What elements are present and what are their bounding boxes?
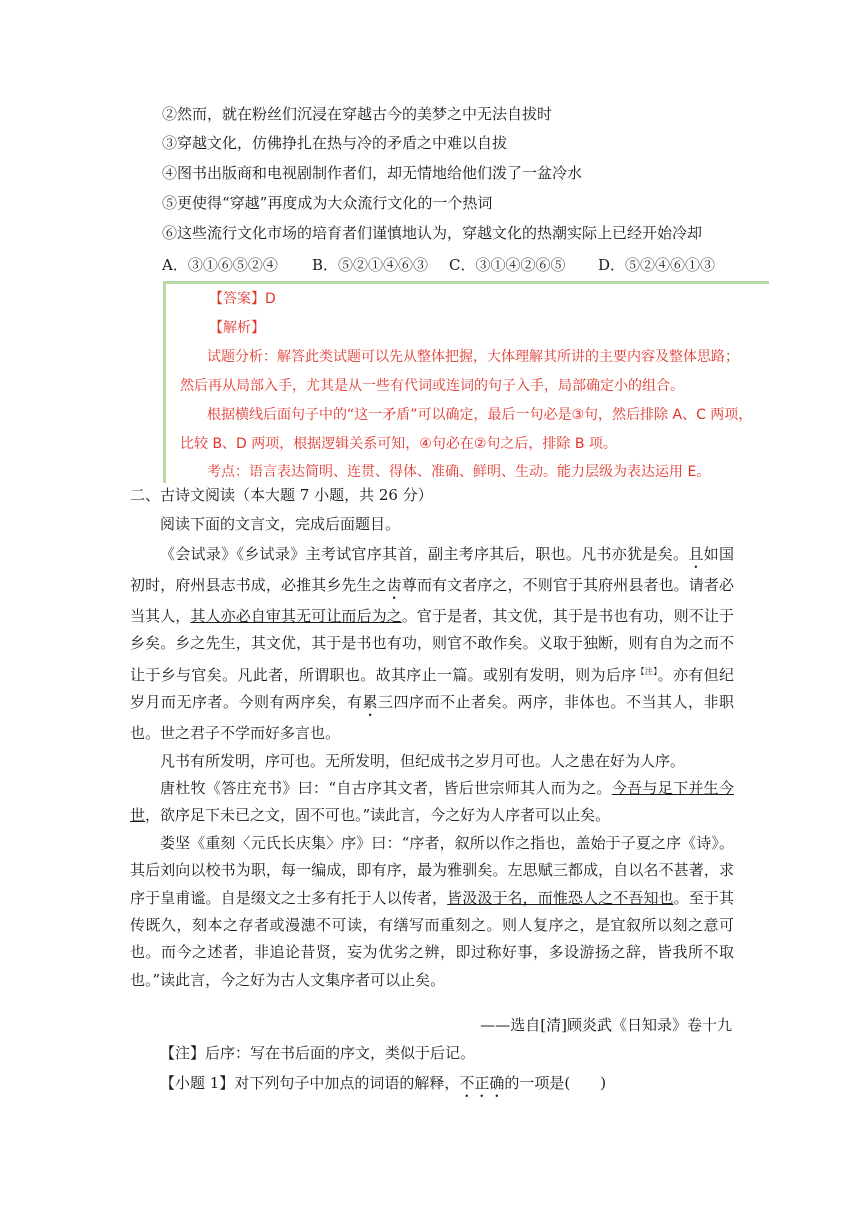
item-2: ②然而，就在粉丝们沉浸在穿越古今的美梦之中无法自拔时 — [162, 105, 553, 123]
item-6: ⑥这些流行文化市场的培育者们谨慎地认为，穿越文化的热潮实际上已经开始冷却 — [162, 224, 703, 242]
item-5: ⑤更使得“穿越”再度成为大众流行文化的一个热词 — [162, 194, 493, 212]
option-d: D．⑤②④⑥①③ — [598, 256, 716, 274]
analysis-line-3: 根据横线后面句子中的“这一矛盾”可以确定，最后一句必是③句，然后排除 A、C 两项， — [207, 407, 753, 423]
dotted-word-qie: 且 — [688, 545, 704, 563]
underlined-sentence-2: 今吾与足下并生今世 — [130, 779, 734, 825]
question-1: 【小题 1】对下列句子中加点的词语的解释，不正确的一项是( ) — [160, 1074, 607, 1092]
footnote: 【注】后序：写在书后面的序文，类似于后记。 — [160, 1044, 476, 1062]
item-4: ④图书出版商和电视剧制作者们，却无情地给他们泼了一盆冷水 — [162, 164, 583, 182]
passage-paragraph-1: 《会试录》《乡试录》主考试官序其首，副主考序其后，职也。凡书亦犹是矣。且如国初时，府州县志书成，必推其乡先生之齿尊而有文者序之，不则官于其府州县者也。请者必当其人，其人亦必自审其无可让而后为之。官于是者，其文优，其于是书也有功，则不让于乡矣。乡之先生，其文优，其于是书也有功，则官不敢作矣。义取于独断，则有自为之而不让于乡与官矣。凡此者，所谓职也。故其序止一篇。或别有发明，则为后序$^{【注】}$。亦有但纪岁月而无序者。今则有两序矣，有累三四序而不止者矣。两序，非体也。不当其人，非职也。世之君子不学而好多言也。 — [130, 545, 734, 743]
instruction: 阅读下面的文言文，完成后面题目。 — [160, 515, 401, 533]
answer-options — [162, 254, 715, 275]
option-a: A．③①⑥⑤②④ — [162, 256, 278, 274]
source-citation: ——选自[清]顾炎武《日知录》卷十九 — [480, 1016, 732, 1034]
note-marker: 【注】 — [636, 666, 658, 676]
analysis-line-5: 考点：语言表达简明、连贯、得体、准确、鲜明、生动。能力层级为表达运用 E。 — [207, 464, 711, 480]
analysis-title: 【解析】 — [209, 320, 265, 336]
item-3: ③穿越文化，仿佛挣扎在热与冷的矛盾之中难以自拔 — [162, 134, 508, 152]
underlined-sentence-3: 皆汲汲于名，而惟恐人之不吾知也 — [447, 888, 674, 907]
option-c: C．③①④②⑥⑤ — [449, 256, 566, 274]
section-title: 二、古诗文阅读（本大题 7 小题，共 26 分） — [130, 486, 433, 504]
dotted-word-lei: 累 — [362, 693, 378, 712]
passage-paragraph-3: 唐杜牧《答庄充书》曰：“自古序其文者，皆后世宗师其人而为之。今吾与足下并生今世，欲序足下未已之文，固不可也。”读此言，今之好为人序者可以止矣。 — [130, 779, 734, 825]
analysis-line-4: 比较 B、D 两项，根据逻辑关系可知，④句必在②句之后，排除 B 项。 — [180, 436, 617, 452]
answer-line: 【答案】D — [209, 291, 276, 307]
passage-paragraph-2: 凡书有所发明，序可也。无所发明，但纪成书之岁月可也。人之患在好为人序。 — [160, 751, 686, 770]
passage — [130, 541, 734, 994]
passage-paragraph-4: 娄坚《重刻〈元氏长庆集〉序》曰：“序者，叙所以作之指也，盖始于子夏之序《诗》。其后刘向以校书为职，每一编成，即有序，最为雅驯矣。左思赋三都成，自以名不甚著，求序于皇甫谧。自是缀文之士多有托于人以传者，皆汲汲于名，而惟恐人之不吾知也。至于其传既久，刻本之存者或漫漶不可读，有缮写而重刻之。则人复序之，是宜叙所以刻之意可也。而今之述者，非追论昔贤，妄为优劣之辨，即过称好事，多设游扬之辞，皆我所不取也。”读此言，今之好为古人文集序者可以止矣。 — [130, 833, 734, 989]
dotted-emphasis: 不正确 — [459, 1074, 505, 1092]
option-b: B．⑤②①④⑥③ — [312, 256, 429, 274]
dotted-word-chi: 齿 — [386, 576, 402, 594]
question-label: 【小题 1】 — [160, 1074, 235, 1092]
analysis-line-2: 然后再从局部入手，尤其是从一些有代词或连词的句子入手，局部确定小的组合。 — [180, 378, 684, 394]
underlined-sentence-1: 其人亦必自审其无可让而后为之 — [190, 607, 402, 625]
analysis-line-1: 试题分析：解答此类试题可以先从整体把握，大体理解其所讲的主要内容及整体思路； — [207, 349, 739, 365]
